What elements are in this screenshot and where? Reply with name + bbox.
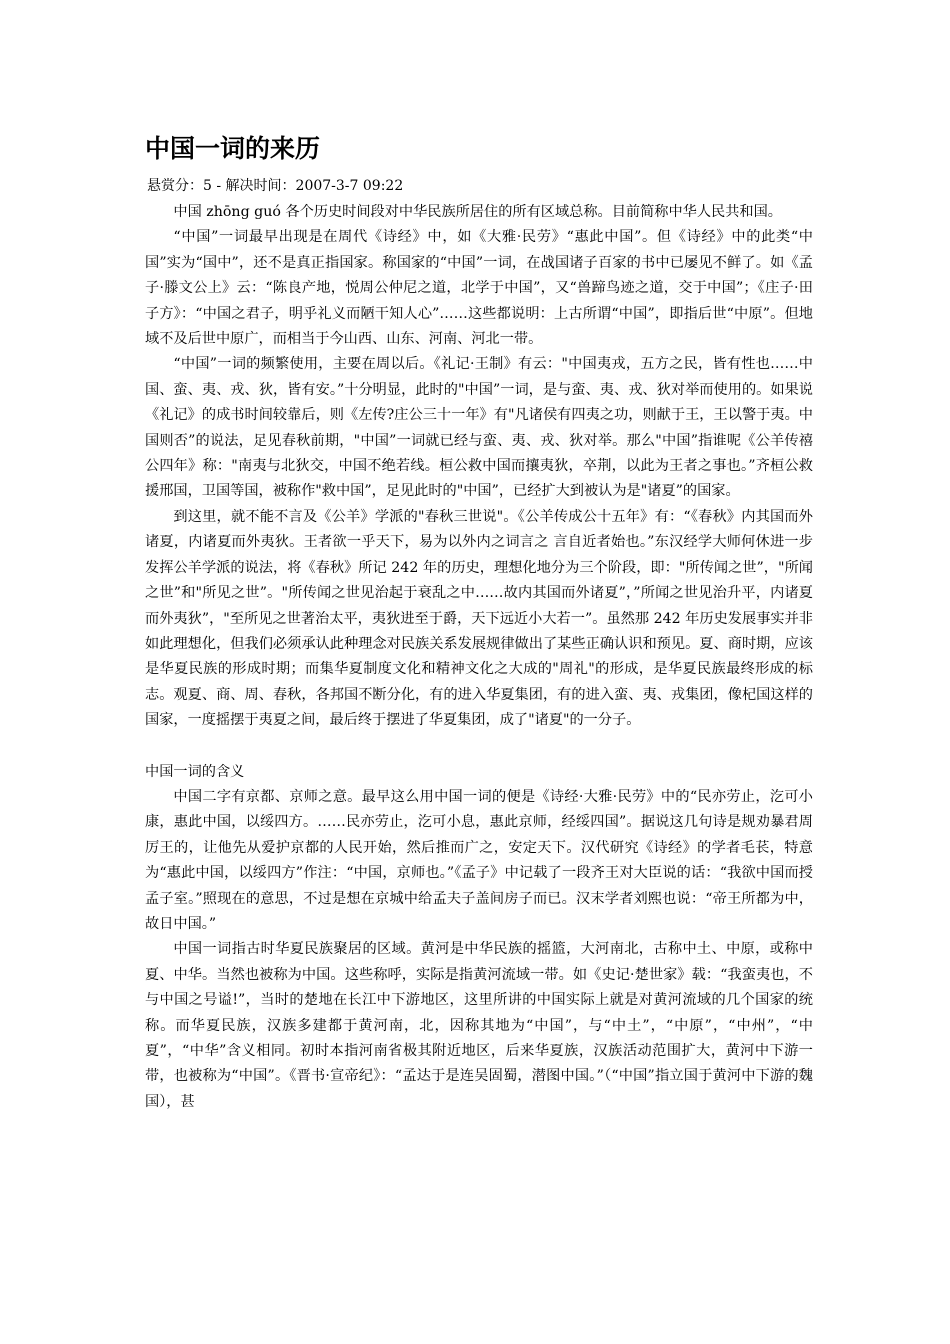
paragraph-gongyang: 到这里，就不能不言及《公羊》学派的"春秋三世说"。《公羊传成公十五年》有：“《春秋》内其国而外诸夏，内诸夏而外夷狄。王者欲一乎天下，易为以外内之词言之 言自近者始也。”东汉经学大师何休进一步发挥公羊学派的说法，将《春秋》所记 242 年的历史，理想化地分为三个阶段，即："所传闻之世”，"所闻之世”和"所见之世”。"所传闻之世见治起于衰乱之中……故内其国而外诸夏”，”所闻之世见治升平，内诸夏而外夷狄”，"至所见之世著治太平，夷狄进至于爵，天下远近小大若一”。虽然那 242 年历史发展事实并非如此理想化，但我们必须承认此种理念对民族关系发展规律做出了某些正确认识和预见。夏、商时期，应该是华夏民族的形成时期；而集华夏制度文化和精神文化之大成的"周礼"的形成，是华夏民族最终形成的标志。观夏、商、周、春秋，各邦国不断分化，有的进入华夏集团，有的进入蛮、夷、戎集团，像杞国这样的国家，一度摇摆于夷夏之间，最后终于摆进了华夏集团，成了"诸夏"的一分子。	[145, 508, 813, 729]
paragraph-region-meaning: 中国一词指古时华夏民族聚居的区域。黄河是中华民族的摇篮，大河南北，古称中土、中原，或称中夏、中华。当然也被称为中国。这些称呼，实际是指黄河流域一带。如《史记·楚世家》载：“我蛮夷也，不与中国之号谥!”，当时的楚地在长江中下游地区，这里所讲的中国实际上就是对黄河流域的几个国家的统称。而华夏民族，汉族多建都于黄河南，北，因称其地为“中国”，与“中土”，“中原”，“中州”，“中夏”，“中华”含义相同。初时本指河南省极其附近地区，后来华夏族，汉族活动范围扩大，黄河中下游一带，也被称为“中国”。《晋书·宣帝纪》：“孟达于是连吴固蜀，潜图中国。”（“中国”指立国于黄河中下游的魏国），甚	[145, 941, 813, 1110]
paragraph-capital-meaning: 中国二字有京都、京师之意。最早这么用中国一词的便是《诗经·大雅·民劳》中的“民亦劳止，汔可小康，惠此中国，以绥四方。……民亦劳止，汔可小息，惠此京师，经绥四国”。据说这几句诗是规劝暴君周厉王的，让他先从爱护京都的人民开始，然后推而广之，安定天下。汉代研究《诗经》的学者毛苌，特意为“惠此中国，以绥四方”作注：“中国，京师也。”《孟子》中记载了一段齐王对大臣说的话：“我欲中国而授孟子室。”照现在的意思，不过是想在京城中给孟夫子盖间房子而已。汉末学者刘熙也说：“帝王所都为中，故日中国。”	[145, 788, 813, 932]
page-title: 中国一词的来历	[145, 134, 321, 163]
paragraph-definition: 中国 zhōng guó 各个历史时间段对中华民族所居住的所有区域总称。目前简称中华人民共和国。	[173, 204, 782, 220]
reward-and-resolve-time: 悬赏分：5 - 解决时间：2007-3-7 09:22	[147, 178, 404, 194]
paragraph-origin: “中国”一词最早出现是在周代《诗经》中，如《大雅·民劳》“惠此中国”。但《诗经》中的此类“中国”实为“国中”，还不是真正指国家。称国家的“中国”一词，在战国诸子百家的书中已屡见不鲜了。如《孟子·滕文公上》云：“陈良产地，悦周公仲尼之道，北学于中国”，又“兽蹄鸟迹之道，交于中国”；《庄子·田子方》：“中国之君子，明乎礼义而陋干知人心”……这些都说明：上古所谓“中国”，即指后世“中原”。但地域不及后世中原广，而相当于今山西、山东、河南、河北一带。	[145, 229, 813, 348]
section-heading: 中国一词的含义	[145, 763, 245, 780]
document-page	[145, 130, 813, 1115]
paragraph-zhou-usage: “中国”一词的频繁使用，主要在周以后。《礼记·王制》有云："中国夷戎，五方之民，皆有性也……中国、蛮、夷、戎、狄，皆有安。”十分明显，此时的"中国”一词，是与蛮、夷、戎、狄对举而使用的。如果说《礼记》的成书时间较靠后，则《左传?庄公三十一年》有"凡诸侯有四夷之功，则献于王，王以警于夷。中国则否”的说法，足见春秋前期，"中国”一词就已经与蛮、夷、戎、狄对举。那么"中国”指谁呢《公羊传禧公四年》称："南夷与北狄交，中国不绝若线。桓公救中国而攘夷狄，卒荆，以此为王者之事也。”齐桓公救援邢国，卫国等国，被称作"救中国”，足见此时的"中国”，已经扩大到被认为是"诸夏”的国家。	[145, 356, 813, 500]
